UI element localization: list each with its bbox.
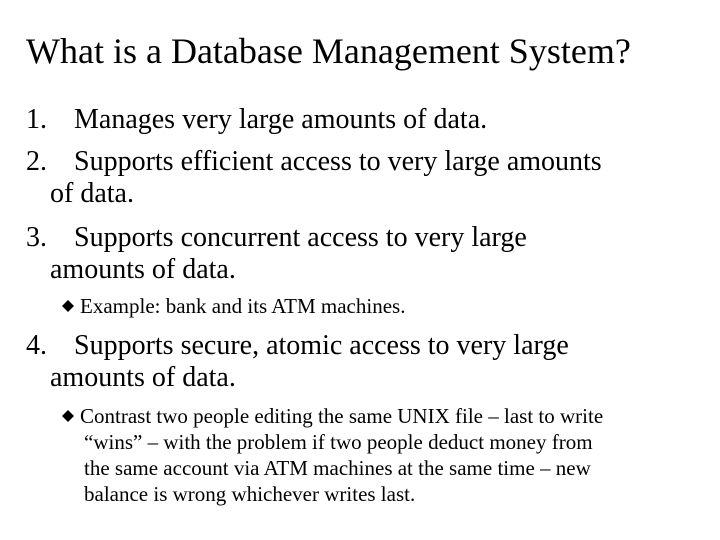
item-text-continued: amounts of data. — [50, 362, 236, 393]
list-item — [26, 146, 602, 210]
item-text: Manages very large amounts of data. — [74, 104, 488, 135]
sub-item-text-continued: balance is wrong whichever writes last. — [84, 482, 416, 506]
item-text: Supports concurrent access to very large — [74, 222, 527, 253]
sub-list-item — [62, 293, 405, 319]
sub-list-item — [62, 403, 603, 507]
item-text: Supports efficient access to very large amounts — [74, 146, 602, 177]
item-text-continued: amounts of data. — [50, 254, 236, 285]
slide-title: What is a Database Management System? — [26, 31, 631, 71]
item-number: 3. — [26, 222, 47, 253]
diamond-icon — [62, 410, 74, 422]
sub-item-text-continued: “wins” – with the problem if two people deduct money from — [84, 430, 593, 454]
item-text: Supports secure, atomic access to very large — [74, 330, 569, 361]
sub-item-text: Example: bank and its ATM machines. — [80, 294, 406, 318]
item-number: 1. — [26, 104, 47, 135]
list-item — [26, 104, 487, 136]
list-item — [26, 222, 527, 286]
item-number: 2. — [26, 146, 47, 177]
sub-item-text-continued: the same account via ATM machines at the same time – new — [84, 456, 591, 480]
item-number: 4. — [26, 330, 47, 361]
sub-item-text: Contrast two people editing the same UNIX file – last to write — [80, 404, 604, 428]
diamond-icon — [62, 300, 74, 312]
item-text-continued: of data. — [50, 178, 134, 209]
list-item — [26, 330, 569, 394]
